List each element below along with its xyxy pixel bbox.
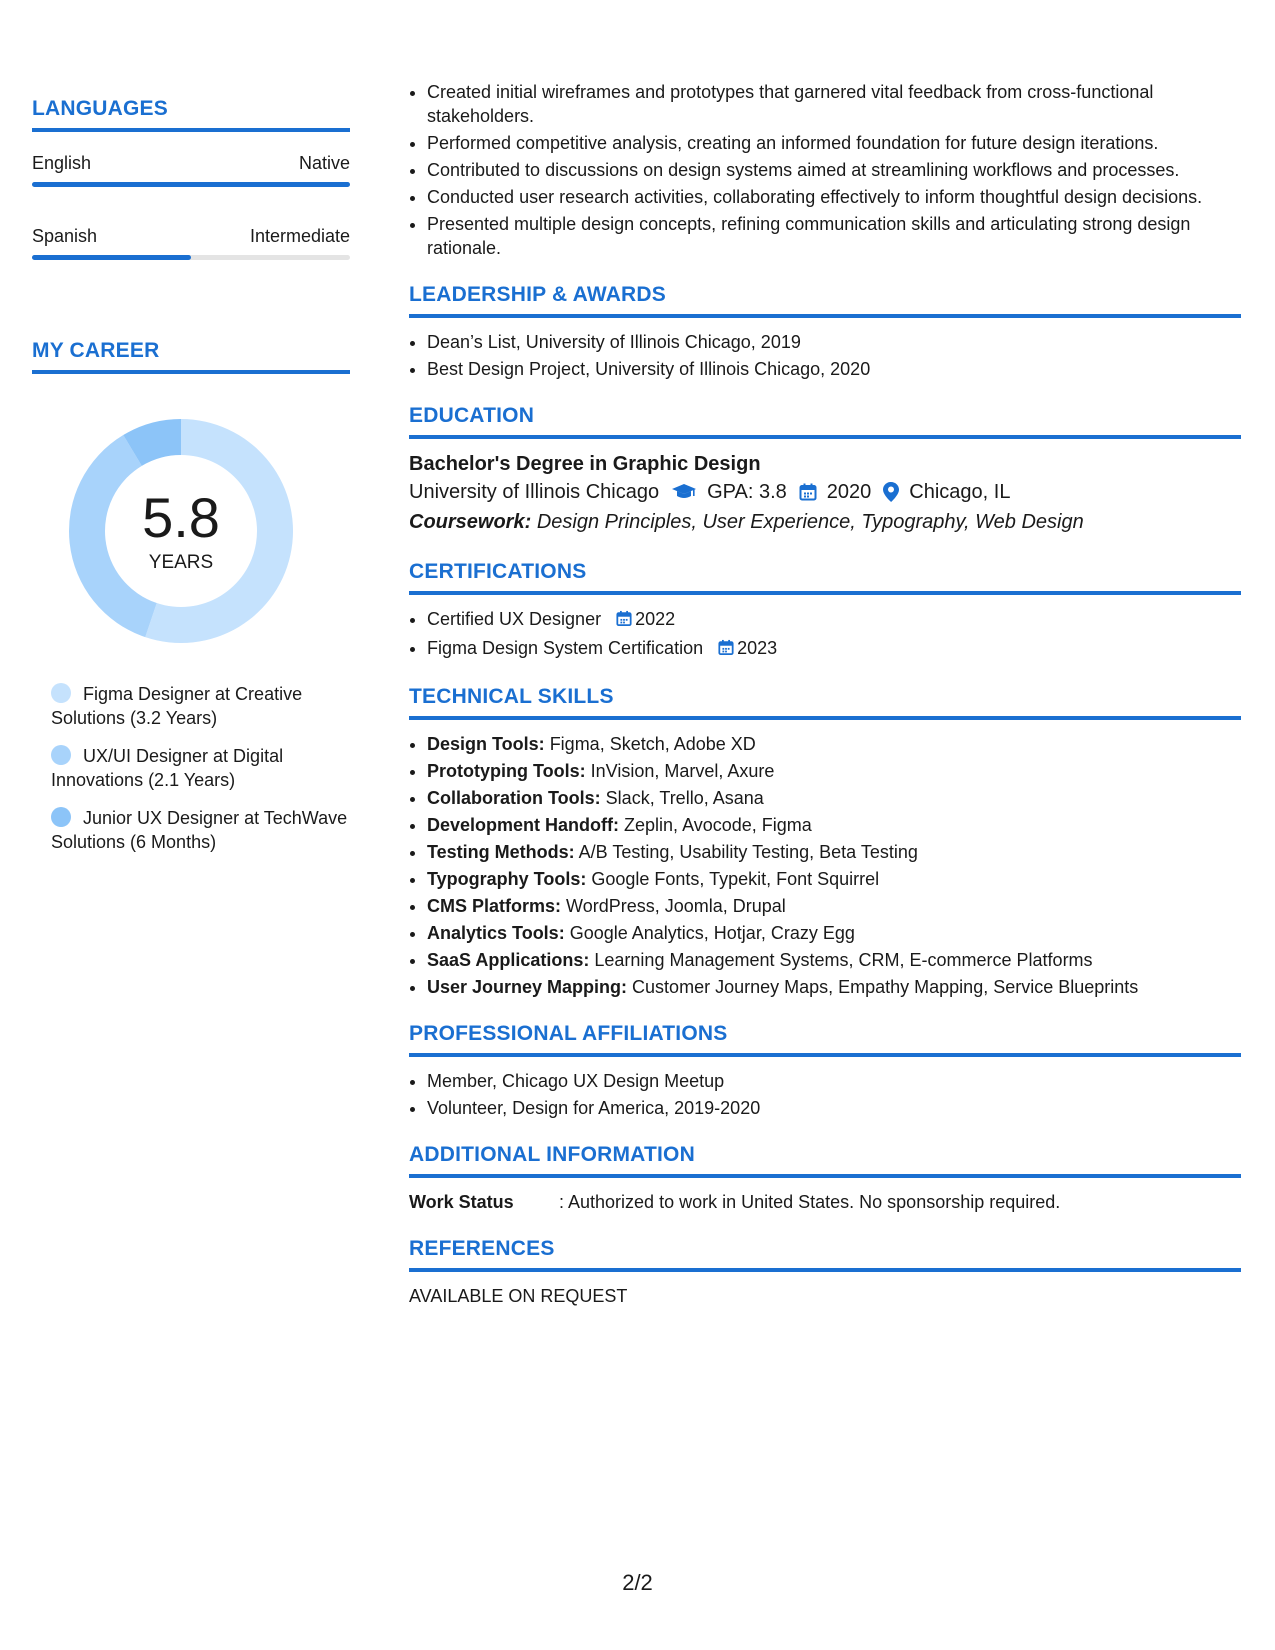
career-section: [32, 338, 350, 854]
skill-item: [427, 732, 1241, 756]
references-heading: REFERENCES: [409, 1236, 1241, 1272]
skill-label: Development Handoff:: [427, 815, 620, 835]
graduation-cap-icon: [671, 483, 697, 501]
award-item: • Best Design Project, University of Illinois Chicago, 2020: [427, 357, 1241, 381]
skills-section: [409, 684, 1241, 999]
experience-bullet: • Conducted user research activities, collaborating effectively to inform thoughtful design decisions.: [427, 185, 1241, 209]
gpa: GPA: 3.8: [707, 481, 787, 503]
references-text: AVAILABLE ON REQUEST: [409, 1286, 628, 1306]
legend-label: Figma Designer at Creative Solutions (3.2 Years): [51, 684, 303, 728]
career-heading: MY CAREER: [32, 338, 350, 374]
skill-value: Learning Management Systems, CRM, E-commerce Platforms: [594, 950, 1093, 970]
legend-dot: [51, 745, 71, 765]
legend-dot: [51, 807, 71, 827]
school-location: Chicago, IL: [909, 481, 1011, 503]
certifications-heading: CERTIFICATIONS: [409, 559, 1241, 595]
language-name: English: [32, 153, 92, 173]
certification-item: [427, 607, 1241, 633]
language-proficiency-fill: [32, 182, 350, 187]
affiliation-item: • Member, Chicago UX Design Meetup: [427, 1069, 1241, 1093]
skill-label: Testing Methods:: [427, 842, 575, 862]
references-section: [409, 1236, 1241, 1308]
skill-value: A/B Testing, Usability Testing, Beta Testing: [578, 842, 918, 862]
award-item: • Dean’s List, University of Illinois Chicago, 2019: [427, 330, 1241, 354]
skill-item: [427, 948, 1241, 972]
skill-label: Typography Tools:: [427, 869, 587, 889]
language-proficiency-bar: [32, 182, 350, 187]
experience-bullet: • Presented multiple design concepts, refining communication skills and articulating strong design rationale.: [427, 212, 1241, 260]
awards-section: [409, 282, 1241, 381]
skill-label: Prototyping Tools:: [427, 761, 586, 781]
education-section: [409, 403, 1241, 537]
skill-item: [427, 813, 1241, 837]
career-legend: [51, 682, 350, 854]
skill-label: Design Tools:: [427, 734, 545, 754]
career-donut-chart: [66, 416, 296, 646]
certification-year: 2023: [737, 638, 778, 658]
skill-label: CMS Platforms:: [427, 896, 562, 916]
experience-bullet: • Performed competitive analysis, creating an informed foundation for future design iterations.: [427, 131, 1241, 155]
experience-bullet: • Created initial wireframes and prototypes that garnered vital feedback from cross-functional stakeholders.: [427, 80, 1241, 128]
right-column: [409, 80, 1241, 1308]
languages-heading: LANGUAGES: [32, 96, 350, 132]
legend-item: [51, 744, 350, 792]
additional-info-section: [409, 1142, 1241, 1214]
calendar-icon: [616, 609, 632, 633]
skill-label: Analytics Tools:: [427, 923, 565, 943]
skill-label: SaaS Applications:: [427, 950, 590, 970]
certification-item: [427, 636, 1241, 662]
coursework-label: Coursework:: [409, 511, 532, 533]
location-pin-icon: [883, 482, 899, 502]
legend-item: [51, 806, 350, 854]
skill-value: WordPress, Joomla, Drupal: [566, 896, 786, 916]
affiliations-heading: PROFESSIONAL AFFILIATIONS: [409, 1021, 1241, 1057]
career-years-unit: YEARS: [148, 552, 214, 573]
skill-value: Google Fonts, Typekit, Font Squirrel: [591, 869, 880, 889]
skill-label: User Journey Mapping:: [427, 977, 628, 997]
affiliations-section: [409, 1021, 1241, 1120]
language-name: Spanish: [32, 226, 98, 246]
skill-value: Zeplin, Avocode, Figma: [624, 815, 812, 835]
skill-item: [427, 867, 1241, 891]
calendar-icon: [799, 483, 817, 501]
skill-item: [427, 975, 1241, 999]
language-proficiency-bar: [32, 255, 350, 260]
skill-item: [427, 786, 1241, 810]
skill-item: [427, 759, 1241, 783]
skill-value: Customer Journey Maps, Empathy Mapping, Service Blueprints: [632, 977, 1139, 997]
skills-heading: TECHNICAL SKILLS: [409, 684, 1241, 720]
certifications-section: [409, 559, 1241, 662]
skill-item: [427, 921, 1241, 945]
work-status-label: Work Status: [409, 1192, 514, 1212]
awards-heading: LEADERSHIP & AWARDS: [409, 282, 1241, 318]
experience-bullets: [409, 80, 1241, 260]
page-number: 2/2: [622, 1570, 653, 1595]
skill-value: InVision, Marvel, Axure: [590, 761, 775, 781]
language-item: [32, 152, 350, 187]
legend-item: [51, 682, 350, 730]
left-column: [32, 96, 350, 868]
affiliation-item: • Volunteer, Design for America, 2019-2020: [427, 1096, 1241, 1120]
skill-item: [427, 894, 1241, 918]
degree-title: Bachelor's Degree in Graphic Design: [409, 453, 761, 475]
skill-value: Slack, Trello, Asana: [605, 788, 764, 808]
graduation-year: 2020: [826, 481, 872, 503]
language-proficiency-fill: [32, 255, 191, 260]
skill-value: Figma, Sketch, Adobe XD: [549, 734, 756, 754]
additional-info-heading: ADDITIONAL INFORMATION: [409, 1142, 1241, 1178]
career-total-years: 5.8: [142, 486, 220, 549]
certification-name: Figma Design System Certification: [427, 638, 704, 658]
language-level: Intermediate: [249, 226, 350, 246]
school-name: University of Illinois Chicago: [409, 481, 660, 503]
legend-dot: [51, 683, 71, 703]
skill-item: [427, 840, 1241, 864]
calendar-icon: [718, 638, 734, 662]
skill-value: Google Analytics, Hotjar, Crazy Egg: [569, 923, 855, 943]
certification-year: 2022: [635, 609, 676, 629]
coursework: [409, 507, 1241, 537]
education-heading: EDUCATION: [409, 403, 1241, 439]
certification-name: Certified UX Designer: [427, 609, 602, 629]
skill-label: Collaboration Tools:: [427, 788, 601, 808]
coursework-list: Design Principles, User Experience, Typography, Web Design: [536, 511, 1084, 533]
work-status-value: : Authorized to work in United States. No sponsorship required.: [559, 1192, 1061, 1212]
legend-label: UX/UI Designer at Digital Innovations (2.1 Years): [51, 746, 284, 790]
language-level: Native: [298, 153, 350, 173]
language-item: [32, 225, 350, 260]
experience-bullet: • Contributed to discussions on design systems aimed at streamlining workflows and processes.: [427, 158, 1241, 182]
legend-label: Junior UX Designer at TechWave Solutions (6 Months): [51, 808, 348, 852]
